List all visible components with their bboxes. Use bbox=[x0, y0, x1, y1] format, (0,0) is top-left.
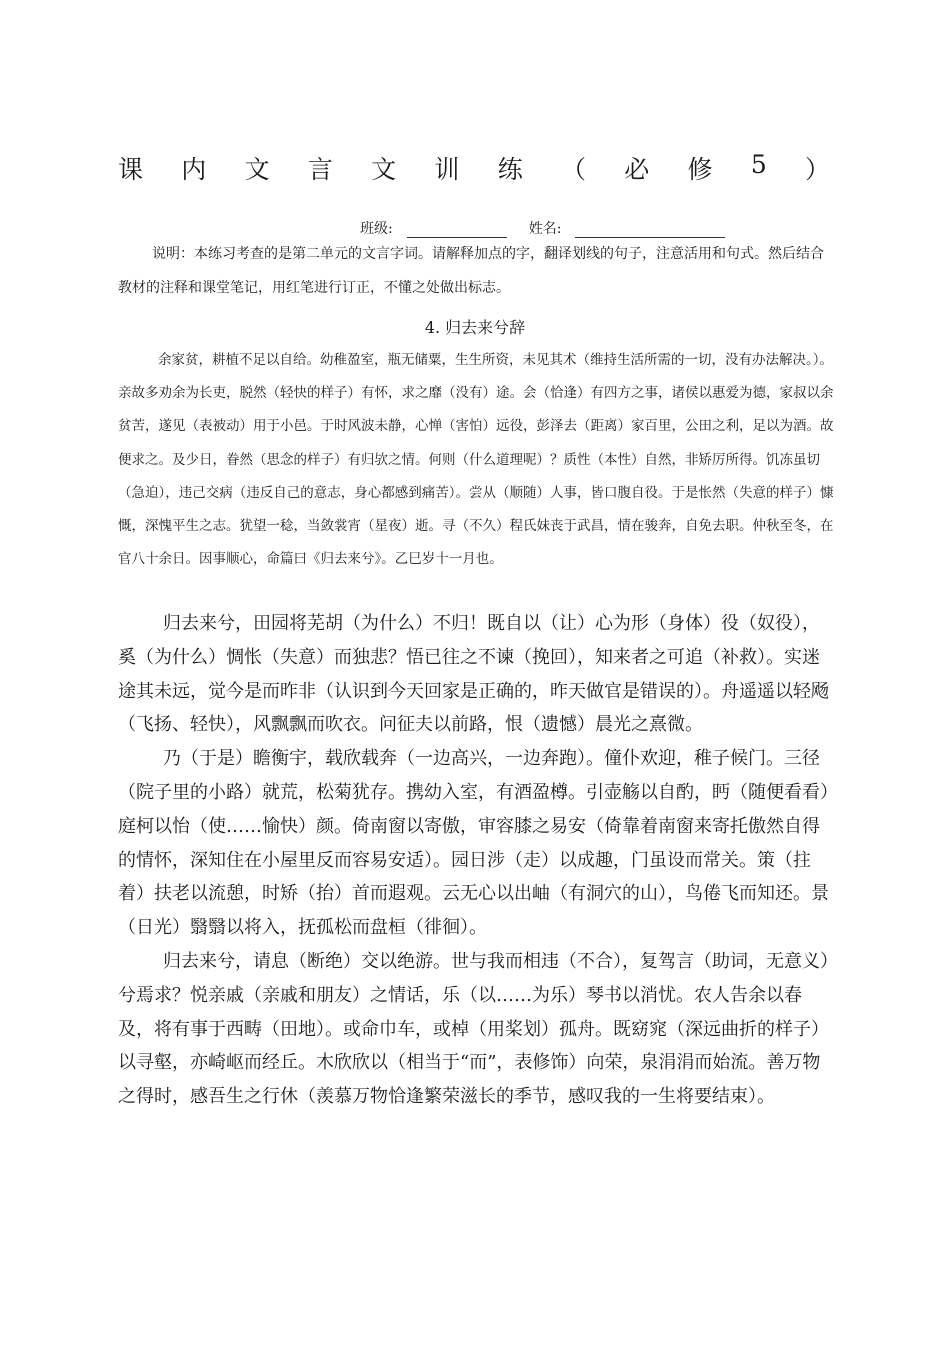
title-char: 5 bbox=[750, 150, 767, 179]
page-title bbox=[118, 150, 830, 186]
main-paragraph-2: 乃（于是）瞻衡宇，载欣载奔（一边高兴，一边奔跑）。僮仆欢迎，稚子候门。三径（院子里的小路）就荒，松菊犹存。携幼入室，有酒盈樽。引壶觞以自酌，眄（随便看看）庭柯以怡（使……愉快）颜。倚南窗以寄傲，审容膝之易安（倚靠着南窗来寄托傲然自得的情怀，深知住在小屋里反而容易安适）。园日涉（走）以成趣，门虽设而常关。策（拄着）扶老以流憩，时矫（抬）首而遐观。云无心以出岫（有洞穴的山），鸟倦飞而知还。景（日光）翳翳以将入，抚孤松而盘桓（徘徊）。 bbox=[118, 748, 829, 939]
title-char: 课 bbox=[118, 155, 144, 184]
title-char: 修 bbox=[687, 155, 713, 184]
instructions: 说明：本练习考查的是第二单元的文言字词。请解释加点的字，翻译划线的句子，注意活用和句式。然后结合教材的注释和课堂笔记，用红笔进行订正，不懂之处做出标志。 bbox=[118, 246, 824, 296]
section-heading: 4. 归去来兮辞 bbox=[424, 318, 526, 337]
title-char: 文 bbox=[371, 155, 397, 184]
student-info-row bbox=[360, 218, 725, 238]
title-char: 练 bbox=[497, 155, 523, 184]
class-label: 班级: bbox=[360, 221, 393, 237]
main-paragraph-1: 归去来兮，田园将芜胡（为什么）不归！既自以（让）心为形（身体）役（奴役），奚（为什么）惆怅（失意）而独悲？悟已往之不谏（挽回），知来者之可追（补救）。实迷途其未远，觉今是而昨非（认识到今天回家是正确的，昨天做官是错误的）。舟遥遥以轻飏（飞扬、轻快），风飘飘而吹衣。问征夫以前路，恨（遗憾）晨光之熹微。 bbox=[118, 613, 829, 736]
name-field[interactable] bbox=[575, 223, 725, 238]
class-field[interactable] bbox=[407, 223, 507, 238]
title-char: 文 bbox=[244, 155, 270, 184]
name-label: 姓名: bbox=[528, 221, 562, 237]
title-char: 内 bbox=[181, 155, 207, 184]
preface-paragraph: 余家贫，耕植不足以自给。幼稚盈室，瓶无储粟，生生所资，未见其术（维持生活所需的一切，没有办法解决。）。亲故多劝余为长吏，脱然（轻快的样子）有怀，求之靡（没有）途。会（恰逢）有四方之事，诸侯以惠爱为德，家叔以余贫苦，遂见（表被动）用于小邑。于时风波未静，心惮（害怕）远役，彭泽去（距离）家百里，公田之利，足以为酒。故便求之。及少日，眷然（思念的样子）有归欤之情。何则（什么道理呢）？质性（本性）自然，非矫厉所得。饥冻虽切（急迫），违己交病（违反自己的意志，身心都感到痛苦）。尝从（顺随）人事，皆口腹自役。于是怅然（失意的样子）慷慨，深愧平生之志。犹望一稔，当敛裳宵（星夜）逝。寻（不久）程氏妹丧于武昌，情在骏奔，自免去职。仲秋至冬，在官八十余日。因事顺心，命篇曰《归去来兮》。乙巳岁十一月也。 bbox=[118, 352, 834, 568]
main-text bbox=[118, 607, 834, 1114]
title-char: 必 bbox=[624, 155, 650, 184]
title-char: ） bbox=[804, 155, 830, 184]
title-char: 言 bbox=[307, 155, 333, 184]
preface-text bbox=[118, 344, 836, 576]
main-paragraph-3: 归去来兮，请息（断绝）交以绝游。世与我而相违（不合），复驾言（助词，无意义）兮焉求？悦亲戚（亲戚和朋友）之情话，乐（以……为乐）琴书以消忧。农人告余以春及，将有事于西畴（田地）。或命巾车，或棹（用桨划）孤舟。既窈窕（深远曲折的样子）以寻壑，亦崎岖而经丘。木欣欣以（相当于“而”，表修饰）向荣，泉涓涓而始流。善万物之得时，感吾生之行休（羡慕万物恰逢繁荣滋长的季节，感叹我的一生将要结束）。 bbox=[118, 950, 829, 1108]
title-char: 训 bbox=[434, 155, 460, 184]
title-char: （ bbox=[560, 155, 586, 184]
